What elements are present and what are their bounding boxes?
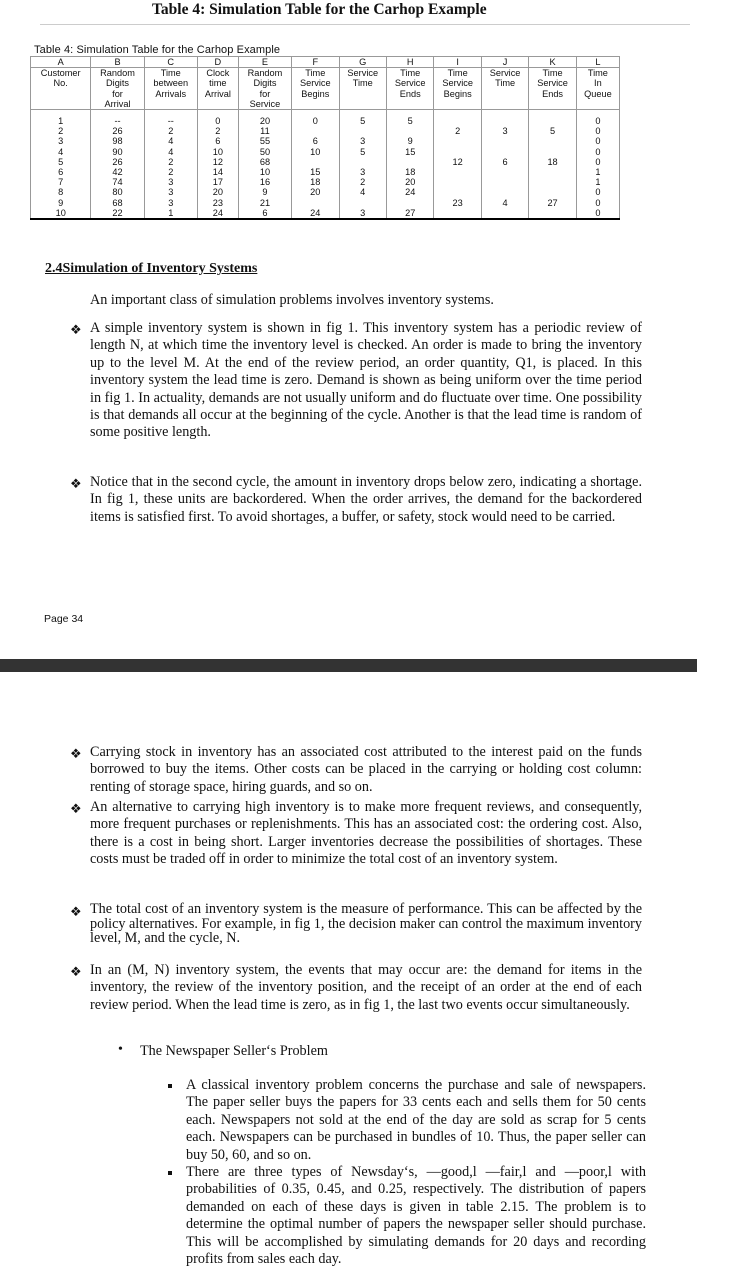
table-cell: 20 [197, 187, 238, 197]
table-cell [292, 157, 339, 167]
table-cell: 5 [339, 116, 386, 126]
column-header [434, 68, 481, 110]
section-heading: 2.4Simulation of Inventory Systems [45, 261, 258, 276]
table-cell [386, 198, 433, 208]
table-cell: 3 [31, 136, 91, 146]
column-header-line: Arrival [204, 88, 231, 99]
column-letter: H [386, 57, 433, 68]
table-cell: 9 [238, 187, 291, 197]
table-cell: 74 [91, 177, 144, 187]
table-cell [481, 187, 528, 197]
table-cell: 2 [31, 126, 91, 136]
table-cell: 6 [238, 208, 291, 219]
table-row [31, 208, 620, 219]
column-letter: K [529, 57, 576, 68]
table-cell: 0 [576, 126, 619, 136]
table-cell: 0 [576, 208, 619, 219]
column-letter: G [339, 57, 386, 68]
table-row [31, 187, 620, 197]
table-cell: 3 [144, 187, 197, 197]
bullet-paragraph-3: Carrying stock in inventory has an associated cost attributed to the interest paid on the funds borrowed to buy the items. Other costs can be placed in the carrying or holding cost column: renting of storage space, hiring guards, and so on. [90, 744, 642, 795]
column-header-line: Begins [443, 88, 472, 99]
table-cell: 3 [481, 126, 528, 136]
column-header-line: for [259, 88, 271, 99]
table-cell: 18 [529, 157, 576, 167]
column-header [197, 68, 238, 110]
table-cell: 1 [576, 177, 619, 187]
table-cell: 3 [339, 208, 386, 219]
table-cell: 50 [238, 147, 291, 157]
table-cell: 0 [576, 116, 619, 126]
bullet-paragraph-6: In an (M, N) inventory system, the events that may occur are: the demand for items in the inventory, the review of the inventory position, and the receipt of an order at the end of each review period. When the lead time is zero, as in fig 1, the last two events occur simultaneously. [90, 962, 642, 1013]
table-cell [481, 136, 528, 146]
table-cell [434, 116, 481, 126]
diamond-bullet-icon: ❖ [70, 964, 82, 979]
table-cell [386, 126, 433, 136]
table-cell: 12 [434, 157, 481, 167]
square-bullet-icon [168, 1084, 172, 1088]
column-header-line: Service [442, 78, 473, 89]
column-letter: E [238, 57, 291, 68]
column-header-line: Time [447, 68, 468, 79]
column-header-line: Ends [542, 88, 564, 99]
bullet-paragraph-2: Notice that in the second cycle, the amount in inventory drops below zero, indicating a shortage. In fig 1, these units are backordered. When the order arrives, the demand for the backordered items is satisfied first. To avoid shortages, a buffer, or safety, stock would need to be carried. [90, 474, 642, 525]
column-header-line: Arrivals [155, 88, 187, 99]
table-cell [529, 187, 576, 197]
column-header-line: Time [352, 78, 373, 89]
column-header [292, 68, 339, 110]
table-cell: 2 [144, 167, 197, 177]
column-header [144, 68, 197, 110]
table-cell: 4 [31, 147, 91, 157]
table-cell: 6 [31, 167, 91, 177]
table-cell: 3 [339, 136, 386, 146]
column-letter: F [292, 57, 339, 68]
table-cell: 4 [339, 187, 386, 197]
table-cell [529, 177, 576, 187]
column-header-line: Service [299, 78, 331, 89]
table-cell: 20 [292, 187, 339, 197]
table-cell: 5 [529, 126, 576, 136]
table-cell: 5 [31, 157, 91, 167]
column-header [31, 68, 91, 110]
table-cell: 26 [91, 126, 144, 136]
column-header [529, 68, 576, 110]
bullet-paragraph-4: An alternative to carrying high inventory is to make more frequent reviews, and consequently, more frequent purchases or replenishments. This has an associated cost: the ordering cost. Also, there is a cost in being short. Larger inventories decrease the possibilities of shortages. These costs must be traded off in order to minimize the total cost of an inventory system. [90, 799, 642, 868]
column-header-line: between [153, 78, 189, 89]
column-header [481, 68, 528, 110]
sub-paragraph-1: A classical inventory problem concerns the purchase and sale of newspapers. The paper seller buys the papers for 33 cents each and sells them for 50 cents each. Newspapers not sold at the end of the day are sold as scrap for 5 cents each. Newspapers can be purchased in bundles of 10. Thus, the paper seller can buy 50, 60, and so on. [186, 1077, 646, 1163]
table-row [31, 116, 620, 126]
table-cell: 24 [197, 208, 238, 219]
table-cell: 42 [91, 167, 144, 177]
table-cell: 4 [144, 147, 197, 157]
column-header-line: Digits [106, 78, 129, 89]
column-header-line: Queue [584, 88, 612, 99]
column-header [576, 68, 619, 110]
diamond-bullet-icon: ❖ [70, 322, 82, 337]
table-cell: 5 [386, 116, 433, 126]
table-cell [434, 177, 481, 187]
table-cell: 23 [434, 198, 481, 208]
diamond-bullet-icon: ❖ [70, 904, 82, 919]
column-letter: J [481, 57, 528, 68]
column-letter: B [91, 57, 144, 68]
table-cell [529, 208, 576, 219]
table-cell [481, 208, 528, 219]
column-header [339, 68, 386, 110]
column-letter: I [434, 57, 481, 68]
table-cell: 18 [386, 167, 433, 177]
table-cell [434, 167, 481, 177]
table-row [31, 126, 620, 136]
table-cell: 22 [91, 208, 144, 219]
table-cell [292, 198, 339, 208]
table-cell: 27 [529, 198, 576, 208]
dot-bullet-icon: • [118, 1042, 123, 1057]
table-cell [339, 126, 386, 136]
page-title: Table 4: Simulation Table for the Carhop Example [152, 1, 487, 18]
table-cell: 3 [144, 198, 197, 208]
table-cell: 15 [386, 147, 433, 157]
table-cell [481, 116, 528, 126]
table-cell: -- [91, 116, 144, 126]
table-cell: 11 [238, 126, 291, 136]
table-row [31, 167, 620, 177]
table-cell: 24 [292, 208, 339, 219]
table-cell: 21 [238, 198, 291, 208]
table-cell: 98 [91, 136, 144, 146]
column-header [91, 68, 144, 110]
table-cell: 0 [576, 187, 619, 197]
column-header [386, 68, 433, 110]
table-cell [292, 126, 339, 136]
column-header [238, 68, 291, 110]
table-cell [529, 167, 576, 177]
top-rule [40, 24, 690, 25]
column-header-line: Time [542, 68, 563, 79]
column-header-line: Time [495, 78, 516, 89]
table-cell: 2 [339, 177, 386, 187]
table-cell: 0 [197, 116, 238, 126]
simulation-table [30, 56, 620, 220]
diamond-bullet-icon: ❖ [70, 476, 82, 491]
table-cell: 55 [238, 136, 291, 146]
table-cell [434, 136, 481, 146]
table-cell [481, 177, 528, 187]
table-cell: 23 [197, 198, 238, 208]
table-cell: 8 [31, 187, 91, 197]
table-cell: 4 [481, 198, 528, 208]
column-letter: D [197, 57, 238, 68]
table-cell: 5 [339, 147, 386, 157]
table-cell [386, 157, 433, 167]
column-header-line: Service [249, 98, 281, 109]
sub-paragraph-2: There are three types of Newsday‘s, —good,l —fair,l and —poor,l with probabilities of 0.35, 0.45, and 0.25, respectively. The distribution of papers demanded on each of these days is given in table 2.15. The problem is to determine the optimal number of papers the newspaper seller should purchase. This will be accomplished by simulating demands for 20 days and recording profits from sales each day. [186, 1164, 646, 1268]
column-letter: C [144, 57, 197, 68]
table-cell [434, 187, 481, 197]
table-cell: 90 [91, 147, 144, 157]
table-header-row [31, 68, 620, 110]
column-header-line: In [594, 78, 602, 89]
table-cell: 17 [197, 177, 238, 187]
table-cell: 0 [576, 147, 619, 157]
table-cell: -- [144, 116, 197, 126]
table-row [31, 198, 620, 208]
column-header-line: for [112, 88, 123, 99]
column-header-line: Begins [301, 88, 330, 99]
table-cell: 1 [31, 116, 91, 126]
table-cell: 0 [576, 157, 619, 167]
table-row [31, 147, 620, 157]
table-cell: 1 [576, 167, 619, 177]
column-header-line: Time [400, 68, 421, 79]
table-cell: 6 [197, 136, 238, 146]
table-cell: 3 [339, 167, 386, 177]
table-row [31, 157, 620, 167]
table-cell: 3 [144, 177, 197, 187]
table-cell: 20 [238, 116, 291, 126]
column-header-line: Arrival [104, 98, 131, 109]
newspaper-seller-heading: The Newspaper Seller‘s Problem [140, 1043, 328, 1059]
column-letter: L [576, 57, 619, 68]
table-cell: 2 [197, 126, 238, 136]
table-cell: 9 [31, 198, 91, 208]
table-cell [529, 147, 576, 157]
table-cell: 4 [144, 136, 197, 146]
column-header-line: Ends [399, 88, 421, 99]
table-cell: 15 [292, 167, 339, 177]
table-cell [434, 147, 481, 157]
table-cell: 2 [434, 126, 481, 136]
column-header-line: Service [394, 78, 426, 89]
diamond-bullet-icon: ❖ [70, 746, 82, 761]
table-cell: 7 [31, 177, 91, 187]
column-header-line: Random [100, 68, 135, 79]
column-header-line: Random [247, 68, 283, 79]
column-header-line: Clock [206, 68, 230, 79]
table-cell: 26 [91, 157, 144, 167]
table-caption: Table 4: Simulation Table for the Carhop Example [34, 44, 281, 56]
table-cell: 10 [292, 147, 339, 157]
column-header-line: Time [587, 68, 608, 79]
table-cell: 18 [292, 177, 339, 187]
table-cell: 2 [144, 126, 197, 136]
page-number: Page 34 [44, 613, 84, 625]
table-row [31, 136, 620, 146]
table-cell: 10 [197, 147, 238, 157]
column-letter: A [31, 57, 91, 68]
table-cell: 0 [292, 116, 339, 126]
table-letter-row [31, 57, 620, 68]
table-cell: 14 [197, 167, 238, 177]
page-divider [0, 659, 697, 672]
table-cell [529, 136, 576, 146]
table-cell [481, 167, 528, 177]
table-row [31, 177, 620, 187]
column-header-line: time [209, 78, 227, 89]
table-cell [529, 116, 576, 126]
intro-paragraph: An important class of simulation problems involves inventory systems. [90, 292, 494, 308]
table-cell: 68 [91, 198, 144, 208]
table-cell: 10 [238, 167, 291, 177]
column-header-line: Service [347, 68, 379, 79]
table-cell: 27 [386, 208, 433, 219]
table-cell: 6 [481, 157, 528, 167]
table-cell [481, 147, 528, 157]
column-header-line: Time [305, 68, 326, 79]
table-body [31, 110, 620, 220]
column-header-line: Digits [253, 78, 277, 89]
table-cell: 24 [386, 187, 433, 197]
table-cell: 16 [238, 177, 291, 187]
table-cell [339, 157, 386, 167]
table-cell: 12 [197, 157, 238, 167]
table-cell: 0 [576, 198, 619, 208]
diamond-bullet-icon: ❖ [70, 801, 82, 816]
table-cell: 9 [386, 136, 433, 146]
table-cell: 6 [292, 136, 339, 146]
table-cell: 68 [238, 157, 291, 167]
bullet-paragraph-1: A simple inventory system is shown in fig 1. This inventory system has a periodic review of length N, at which time the inventory level is checked. An order is made to bring the inventory up to the level M. At the end of the review period, an order quantity, Q1, is placed. In this inventory system the lead time is zero. Demand is shown as being uniform over the time period in fig 1. In actuality, demands are not usually uniform and do fluctuate over time. One possibility is that demands all occur at the beginning of the cycle. Another is that the lead time is random of some positive length. [90, 320, 642, 441]
bullet-paragraph-5: The total cost of an inventory system is the measure of performance. This can be affected by the policy alternatives. For example, in fig 1, the decision maker can control the maximum inventory level, M, and the cycle, N. [90, 901, 642, 946]
column-header-line: No. [53, 78, 68, 89]
table-cell [434, 208, 481, 219]
column-header-line: Service [489, 68, 521, 79]
table-cell: 1 [144, 208, 197, 219]
table-cell: 0 [576, 136, 619, 146]
table-cell: 2 [144, 157, 197, 167]
column-header-line: Service [537, 78, 568, 89]
table-cell [339, 198, 386, 208]
square-bullet-icon [168, 1171, 172, 1175]
table-cell: 80 [91, 187, 144, 197]
column-header-line: Time [160, 68, 181, 79]
table-cell: 20 [386, 177, 433, 187]
table-cell: 10 [31, 208, 91, 219]
column-header-line: Customer [40, 68, 81, 79]
